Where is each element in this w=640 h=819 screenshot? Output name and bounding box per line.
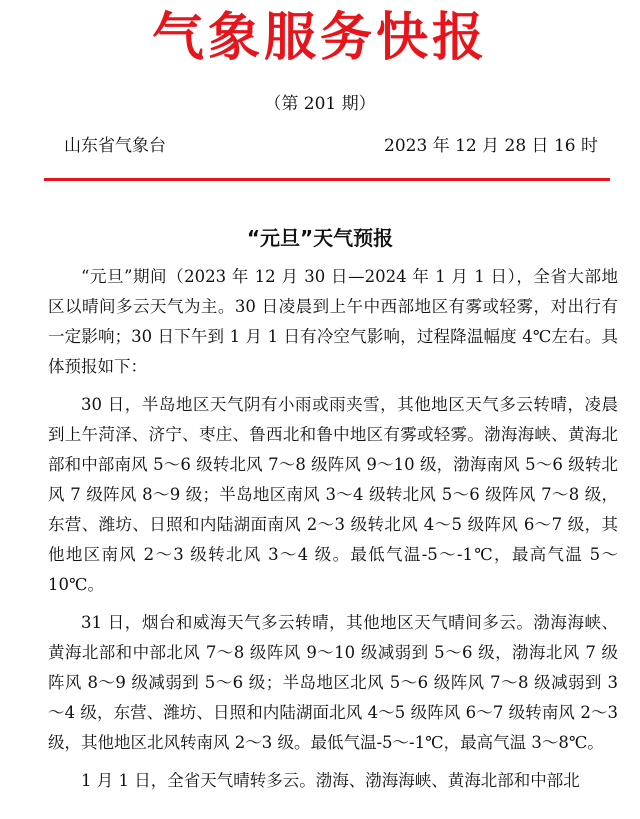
article-title: “元旦”天气预报 <box>246 226 394 250</box>
issue-date: 2023 年 12 月 28 日 16 时 <box>384 136 598 156</box>
paragraph-jan-1: 1 月 1 日，全省天气晴转多云。渤海、渤海海峡、黄海北部和中部北 <box>81 771 580 790</box>
paragraph-intro: “元旦”期间（2023 年 12 月 30 日—2024 年 1 月 1 日），全省大部地区以晴间多云天气为主。30 日凌晨到上午中西部地区有雾或轻雾，对出行有一定影响；30 日下午到 1 月 1 日有冷空气影响，过程降温幅度 4℃左右。具体预报如下： <box>48 267 618 376</box>
paragraph-day-31: 31 日，烟台和威海天气多云转晴，其他地区天气晴间多云。渤海海峡、黄海北部和中部北风 7～8 级阵风 9～10 级减弱到 5～6 级，渤海北风 7 级阵风 8～9 级减弱到 5～6 级；半岛地区北风 5～6 级阵风 7～8 级减弱到 3～4 级，东营、潍坊、日照和内陆湖面北风 4～5 级阵风 6～7 级转南风 2～3 级，其他地区北风转南风 2～3 级。最低气温-5～-1℃，最高气温 3～8℃。 <box>48 613 618 752</box>
header-divider <box>44 178 610 181</box>
issue-number: （第 201 期） <box>264 94 376 114</box>
masthead-title: 气象服务快报 <box>151 7 488 68</box>
paragraph-day-30: 30 日，半岛地区天气阴有小雨或雨夹雪，其他地区天气多云转晴，凌晨到上午菏泽、济宁、枣庄、鲁西北和鲁中地区有雾或轻雾。渤海海峡、黄海北部和中部南风 5～6 级转北风 7～8 级阵风 9～10 级，渤海南风 5～6 级转北风 7 级阵风 8～9 级；半岛地区南风 3～4 级转北风 5～6 级阵风 7～8 级，东营、潍坊、日照和内陆湖面南风 2～3 级转北风 4～5 级阵风 6～7 级，其他地区南风 2～3 级转北风 3～4 级。最低气温-5～-1℃，最高气温 5～10℃。 <box>48 395 618 594</box>
article-body <box>48 262 618 804</box>
issuer: 山东省气象台 <box>64 136 166 156</box>
